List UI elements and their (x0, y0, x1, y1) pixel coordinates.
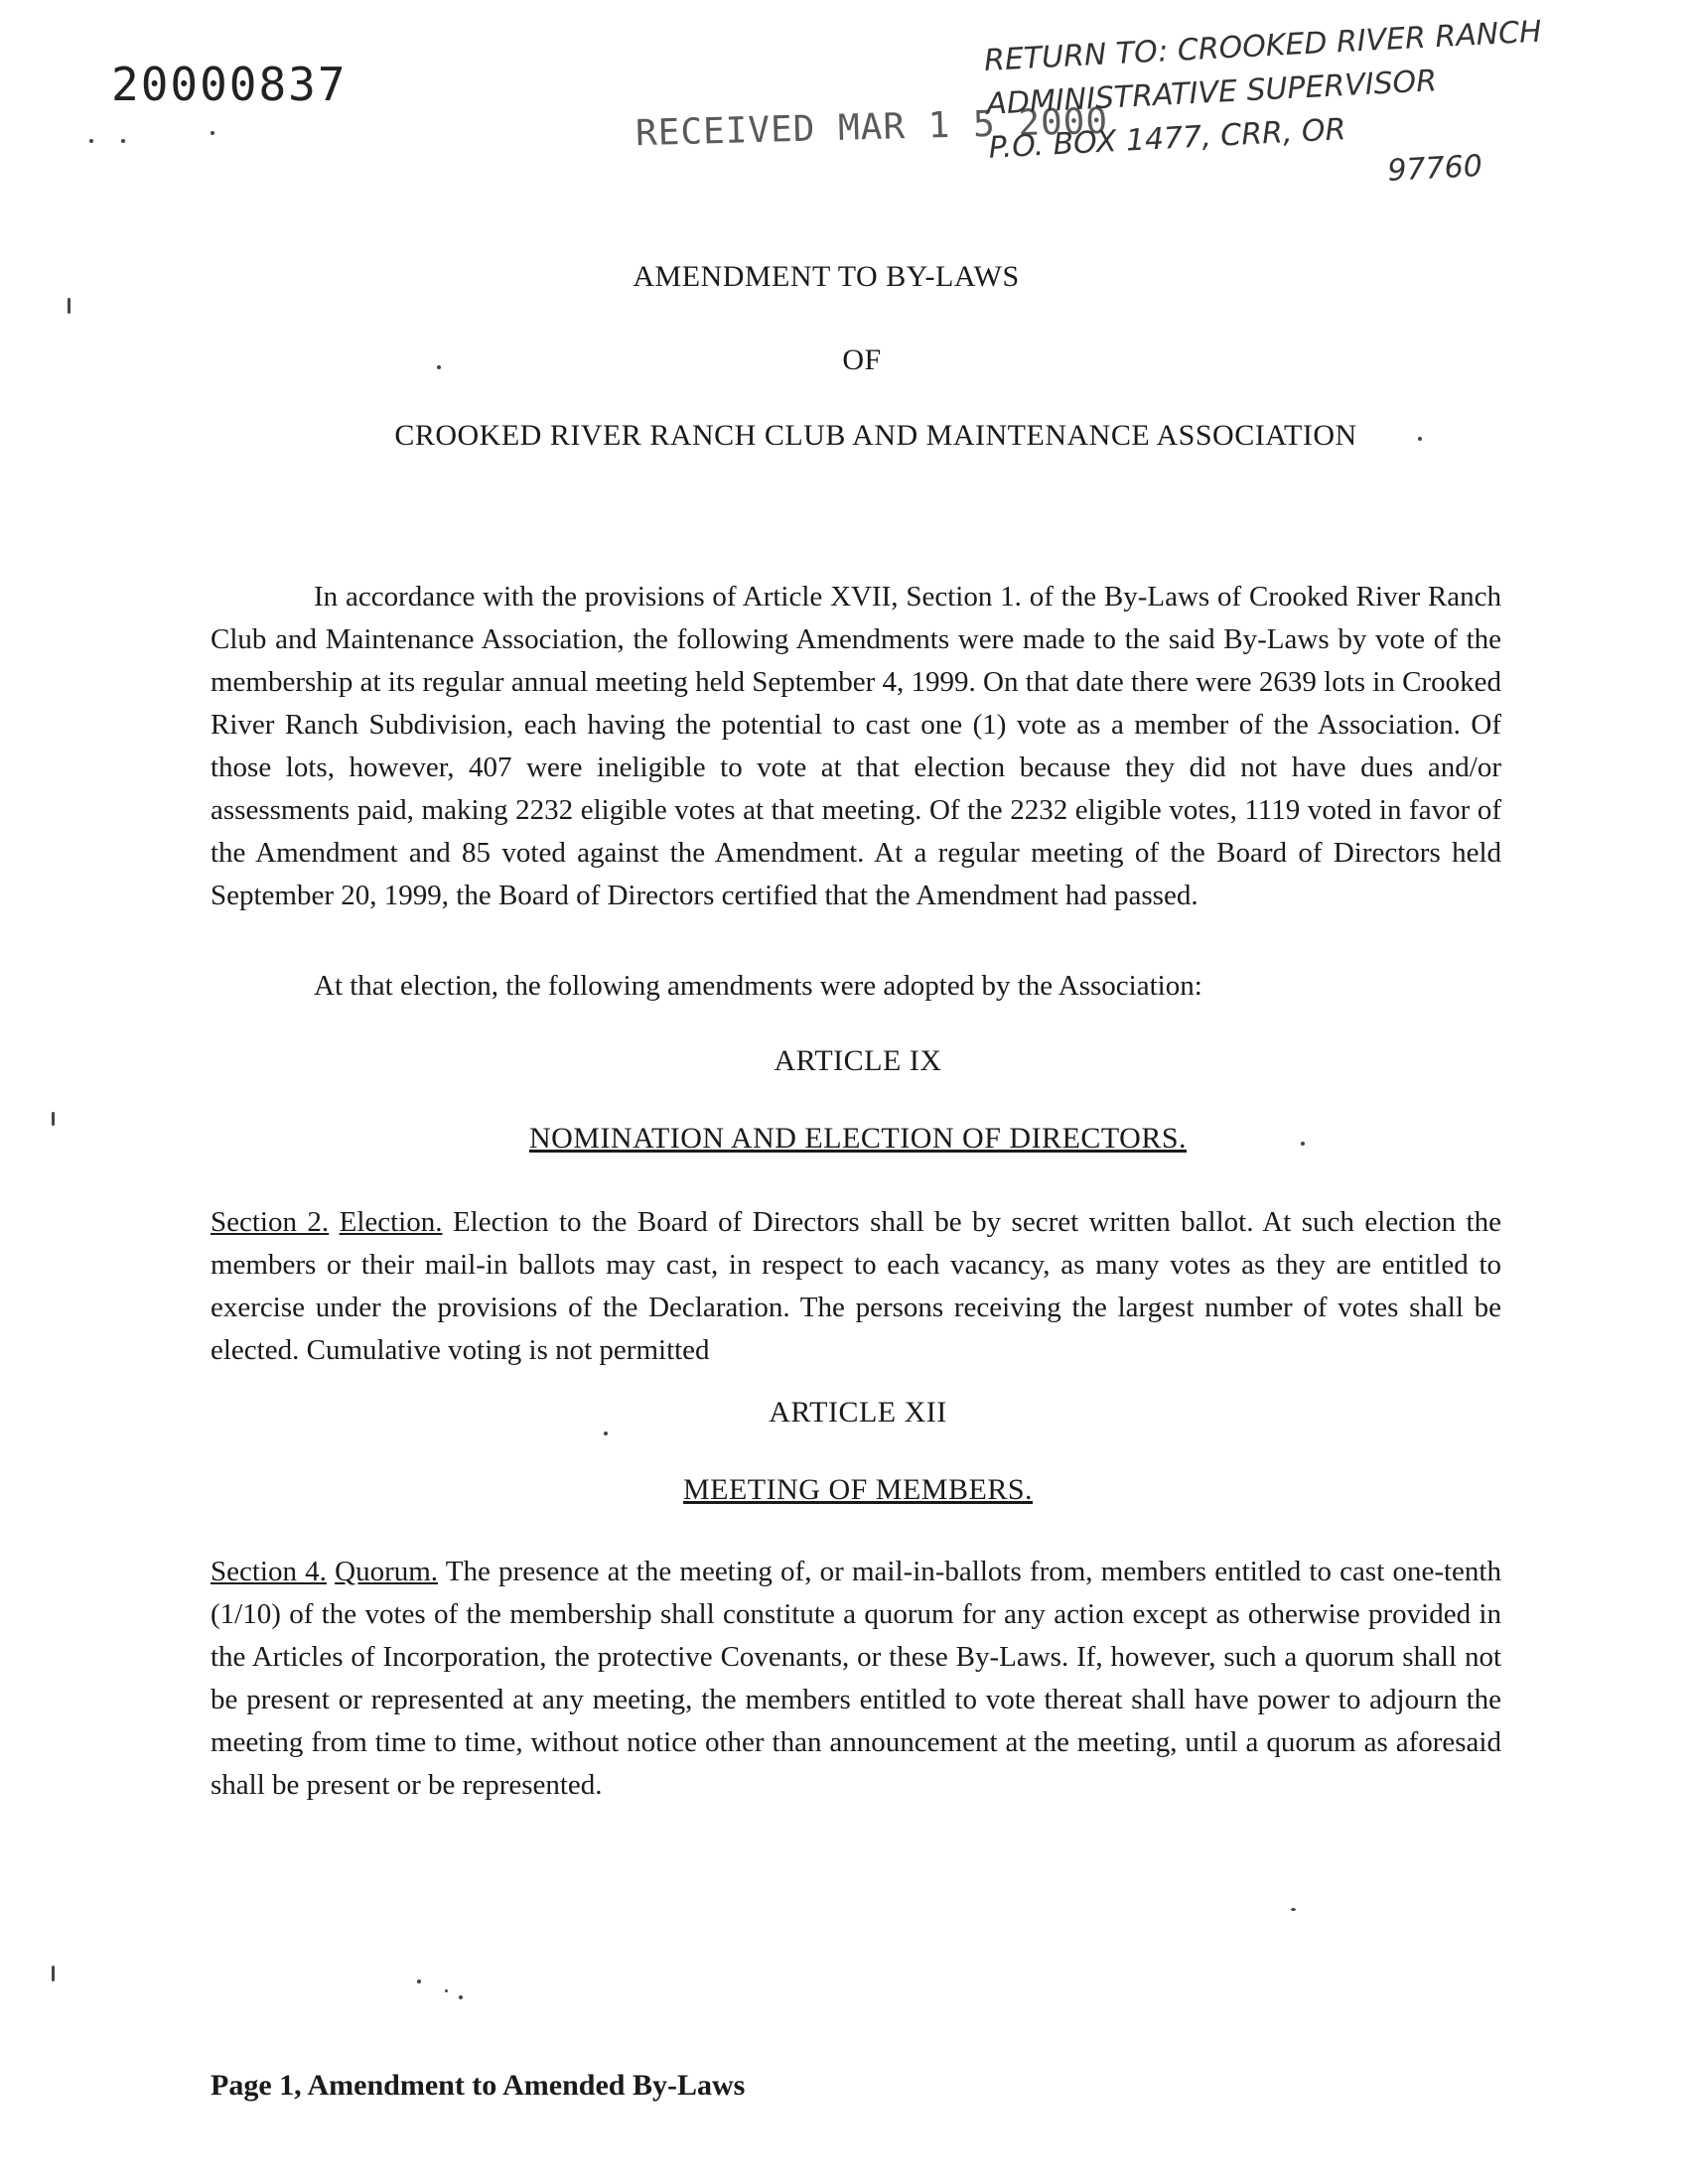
return-to-note (983, 4, 1666, 213)
scan-speck (604, 1432, 608, 1435)
scan-speck (1418, 437, 1422, 441)
adopted-paragraph: At that election, the following amendments were adopted by the Association: (314, 970, 1202, 1002)
section-2-election (211, 1201, 1501, 1372)
received-stamp: RECEIVED MAR 1 5 2000 (634, 100, 1109, 155)
section-4-text: The presence at the meeting of, or mail-in-ballots from, members entitled to cast one-tenth (1/10) of the votes of the membership shall constitute a quorum for any action except as otherwise provided in the Articles of Incorporation, the protective Covenants, or these By-Laws. If, however, such a quorum shall not be present or represented at any meeting, the members entitled to vote thereat shall have power to adjourn the meeting from time to time, without notice other than announcement at the meeting, until a quorum as aforesaid shall be present or be represented. (211, 1556, 1501, 1801)
article-ix-subheading: NOMINATION AND ELECTION OF DIRECTORS. (528, 1122, 1188, 1155)
scan-speck (89, 139, 93, 143)
section-2-title: Election. (339, 1206, 443, 1238)
scan-speck (437, 365, 441, 369)
return-to-line-4: 97760 (1386, 148, 1483, 189)
document-number: 20000837 (111, 58, 348, 111)
scan-speck (417, 1979, 421, 1983)
scan-speck (445, 1989, 448, 1992)
article-xii-subheading: MEETING OF MEMBERS. (682, 1473, 1034, 1506)
page-footer: Page 1, Amendment to Amended By-Laws (211, 2069, 746, 2102)
scan-speck (52, 1966, 55, 1981)
intro-paragraph: In accordance with the provisions of Article XVII, Section 1. of the By-Laws of Crooked River Ranch Club and Maintenance Association, the following Amendments were made to the said By-Laws by vote of the membership at its regular annual meeting held September 4, 1999. On that date there were 2639 lots in Crooked River Ranch Subdivision, each having the potential to cast one (1) vote as a member of the Association. Of those lots, however, 407 were ineligible to vote at that election because they did not have dues and/or assessments paid, making 2232 eligible votes at that meeting. Of the 2232 eligible votes, 1119 voted in favor of the Amendment and 85 voted against the Amendment. At a regular meeting of the Board of Directors held September 20, 1999, the Board of Directors certified that the Amendment had passed. (211, 581, 1501, 911)
scan-speck (211, 131, 214, 135)
section-2-text: Election to the Board of Directors shall be by secret written ballot. At such election the members or their mail-in ballots may cast, in respect to each vacancy, as many votes as they are entitled to exercise under the provisions of the Declaration. The persons receiving the largest number of votes shall be elected. Cumulative voting is not permitted (211, 1206, 1501, 1366)
scan-speck (1291, 1908, 1296, 1911)
document-title-of: OF (842, 343, 882, 376)
scan-speck (459, 1995, 463, 1999)
document-title: AMENDMENT TO BY-LAWS (633, 260, 1020, 293)
scan-speck (1301, 1142, 1305, 1146)
section-4-quorum (211, 1551, 1501, 1807)
section-2-label: Section 2. (211, 1206, 330, 1238)
article-xii-heading: ARTICLE XII (769, 1396, 947, 1429)
scan-speck (52, 1112, 55, 1126)
return-to-line-2: ADMINISTRATIVE SUPERVISOR (985, 64, 1438, 122)
section-4-title: Quorum. (335, 1556, 439, 1587)
scan-speck (68, 298, 70, 314)
section-4-label: Section 4. (211, 1556, 327, 1587)
association-name: CROOKED RIVER RANCH CLUB AND MAINTENANCE ASSOCIATION (394, 419, 1357, 452)
article-ix-heading: ARTICLE IX (774, 1044, 942, 1077)
scan-speck (121, 139, 125, 143)
return-to-line-1: RETURN TO: CROOKED RIVER RANCH (983, 14, 1543, 78)
return-to-line-3: P.O. BOX 1477, CRR, OR (987, 112, 1347, 166)
